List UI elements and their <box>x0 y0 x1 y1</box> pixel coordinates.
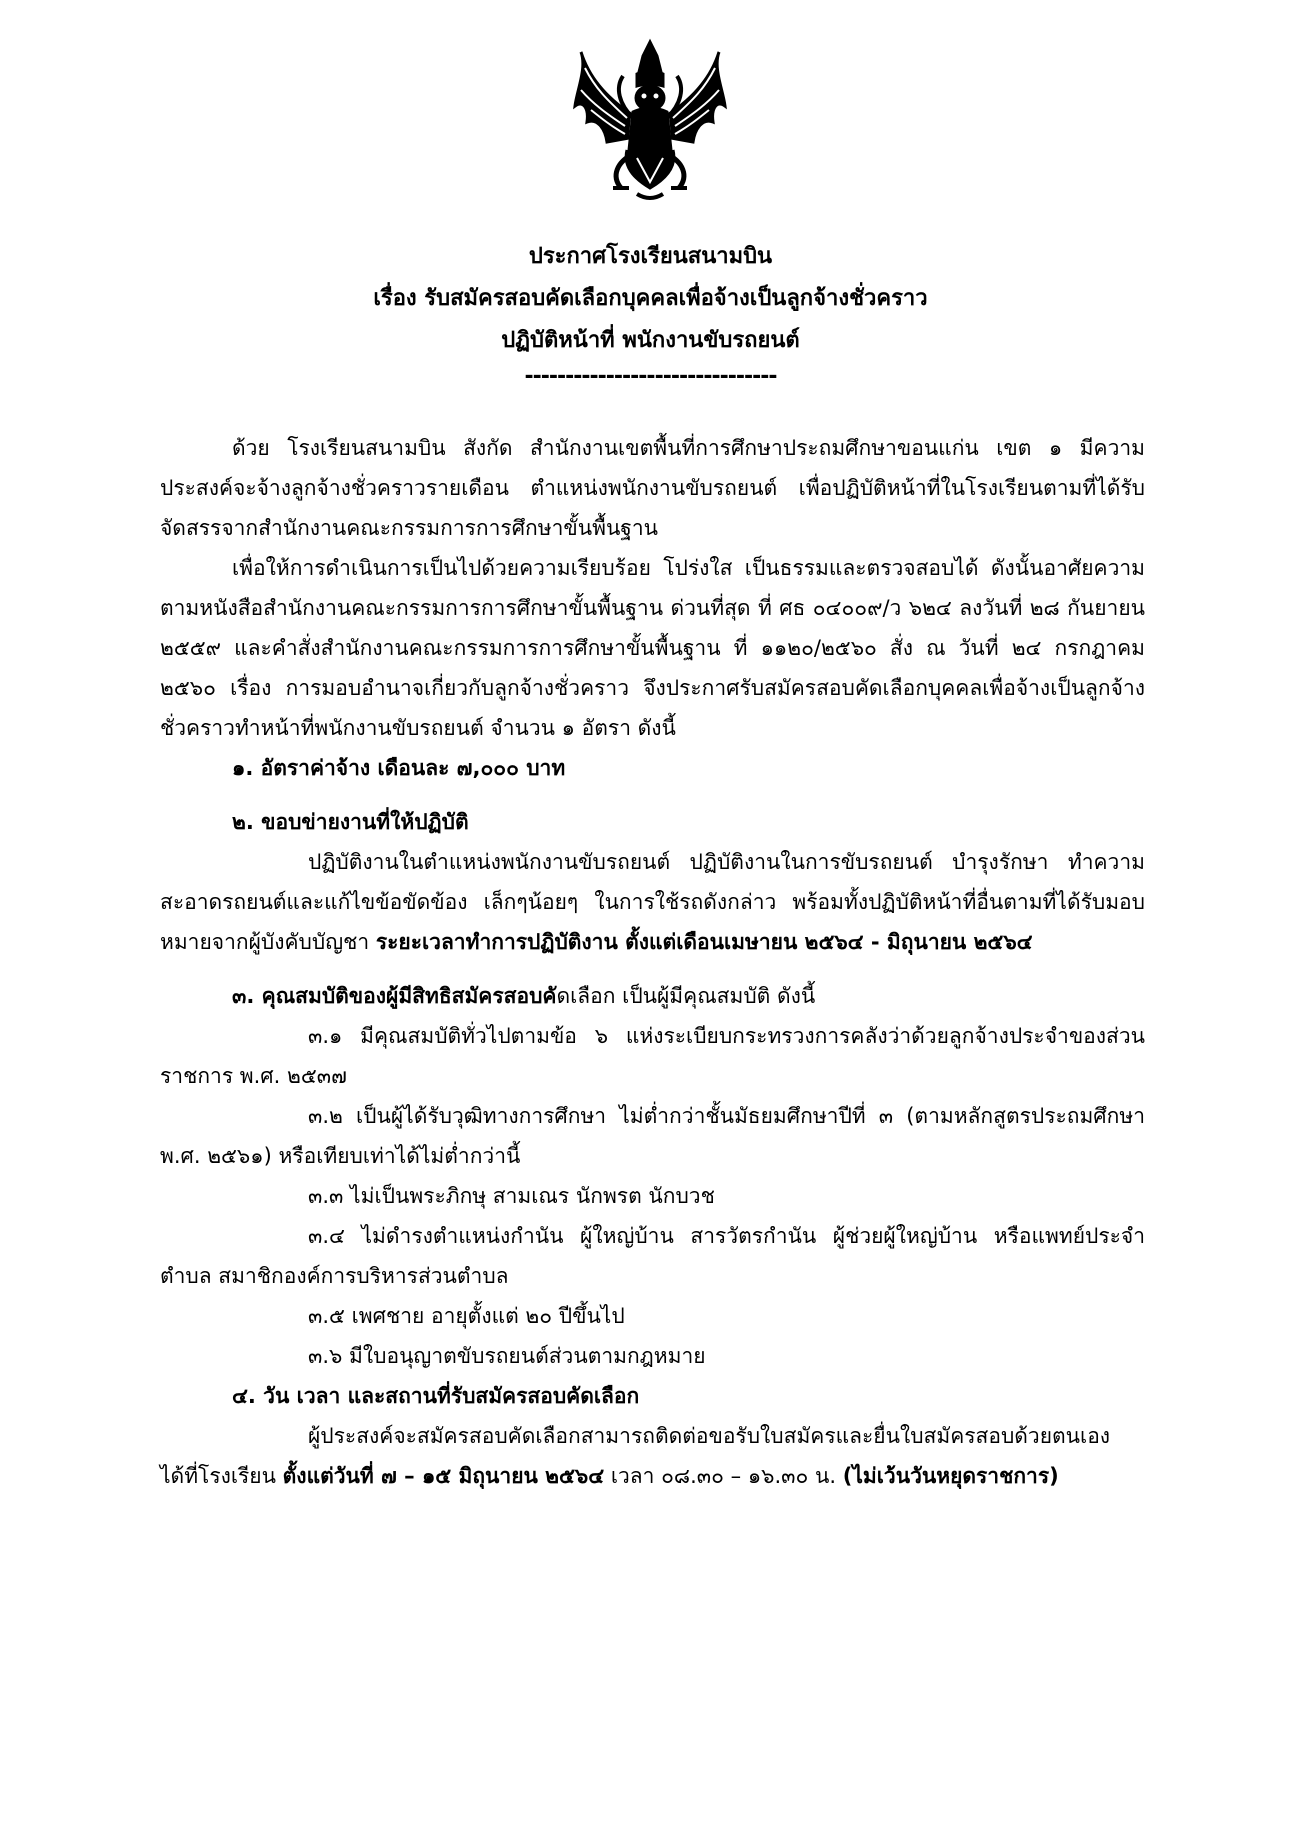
section-4-instructions: ผู้ประสงค์จะสมัครสอบคัดเลือกสามารถติดต่อขอรับใบสมัครและยื่นใบสมัครสอบด้วยตนเองได้ที่โรงเรียน <box>160 1424 1111 1488</box>
announcement-subject: เรื่อง รับสมัครสอบคัดเลือกบุคคลเพื่อจ้างเป็นลูกจ้างชั่วคราว <box>373 286 928 311</box>
section-2-period: ระยะเวลาทำการปฏิบัติงาน ตั้งแต่เดือนเมษายน ๒๕๖๔ - มิถุนายน ๒๕๖๔ <box>375 930 1033 954</box>
section-2-text <box>160 842 1145 962</box>
announcement-title: ประกาศโรงเรียนสนามบิน <box>528 244 773 269</box>
qualification-item: ๓.๕ เพศชาย อายุตั้งแต่ ๒๐ ปีขึ้นไป <box>308 1304 625 1328</box>
announcement-body <box>160 428 1145 1496</box>
section-4-note: (ไม่เว้นวันหยุดราชการ) <box>842 1464 1059 1488</box>
section-3-heading-bold: ๓. คุณสมบัติของผู้มีสิทธิสมัครสอบคั <box>232 984 557 1008</box>
title-rule-wrap <box>0 362 1301 392</box>
section-4-text <box>160 1416 1145 1496</box>
intro-paragraph-2: เพื่อให้การดำเนินการเป็นไปด้วยความเรียบร้อย โปร่งใส เป็นธรรมและตรวจสอบได้ ดังนั้นอาศัยความตามหนังสือสำนักงานคณะกรรมการการศึกษาขั้นพื้นฐาน ด่วนที่สุด ที่ ศธ ๐๔๐๐๙/ว ๖๒๔ ลงวันที่ ๒๘ กันยายน ๒๕๕๙ และคำสั่งสำนักงานคณะกรรมการการศึกษาขั้นพื้นฐาน ที่ ๑๑๒๐/๒๕๖๐ สั่ง ณ วันที่ ๒๔ กรกฎาคม ๒๕๖๐ เรื่อง การมอบอำนาจเกี่ยวกับลูกจ้างชั่วคราว จึงประกาศรับสมัครสอบคัดเลือกบุคคลเพื่อจ้างเป็นลูกจ้างชั่วคราวทำหน้าที่พนักงานขับรถยนต์ จำนวน ๑ อัตรา ดังนี้ <box>160 556 1145 740</box>
section-2-duties: ปฏิบัติงานในตำแหน่งพนักงานขับรถยนต์ ปฏิบัติงานในการขับรถยนต์ บำรุงรักษา ทำความสะอาดรถยนต์และแก้ไขข้อขัดข้อง เล็กๆน้อยๆ ในการใช้รถดังกล่าว พร้อมทั้งปฏิบัติหน้าที่อื่นตามที่ได้รับมอบหมายจากผู้บังคับบัญชา <box>160 850 1145 954</box>
title-divider: ------------------------------- <box>524 364 777 389</box>
section-2-heading: ๒. ขอบข่ายงานที่ให้ปฏิบัติ <box>232 810 469 834</box>
section-4-heading: ๔. วัน เวลา และสถานที่รับสมัครสอบคัดเลือก <box>232 1384 640 1408</box>
section-4-schedule: ตั้งแต่วันที่ ๗ – ๑๕ มิถุนายน ๒๕๖๔ <box>282 1464 605 1488</box>
qualification-item: ๓.๖ มีใบอนุญาตขับรถยนต์ส่วนตามกฎหมาย <box>308 1344 706 1368</box>
section-3-heading-rest: ดเลือก เป็นผู้มีคุณสมบัติ ดังนี้ <box>556 984 816 1008</box>
section-3-heading <box>160 976 1145 1016</box>
qualification-item: ๓.๑ มีคุณสมบัติทั่วไปตามข้อ ๖ แห่งระเบียบกระทรวงการคลังว่าด้วยลูกจ้างประจำของส่วนราชการ พ.ศ. ๒๕๓๗ <box>160 1024 1145 1088</box>
section-1-heading: ๑. อัตราค่าจ้าง เดือนละ ๗,๐๐๐ บาท <box>232 756 566 780</box>
qualification-item: ๓.๔ ไม่ดำรงตำแหน่งกำนัน ผู้ใหญ่บ้าน สารวัตรกำนัน ผู้ช่วยผู้ใหญ่บ้าน หรือแพทย์ประจำตำบล สมาชิกองค์การบริหารส่วนตำบล <box>160 1224 1145 1288</box>
section-4-time: เวลา ๐๘.๓๐ – ๑๖.๓๐ น. <box>610 1464 837 1488</box>
qualification-item: ๓.๓ ไม่เป็นพระภิกษุ สามเณร นักพรต นักบวช <box>308 1184 715 1208</box>
announcement-position: ปฏิบัติหน้าที่ พนักงานขับรถยนต์ <box>501 328 800 353</box>
garuda-emblem-icon <box>567 38 733 206</box>
qualification-item: ๓.๒ เป็นผู้ได้รับวุฒิทางการศึกษา ไม่ต่ำกว่าชั้นมัธยมศึกษาปีที่ ๓ (ตามหลักสูตรประถมศึกษา พ.ศ. ๒๕๖๑) หรือเทียบเท่าได้ไม่ต่ำกว่านี้ <box>160 1104 1145 1168</box>
intro-paragraph-1: ด้วย โรงเรียนสนามบิน สังกัด สำนักงานเขตพื้นที่การศึกษาประถมศึกษาขอนแก่น เขต ๑ มีความประสงค์จะจ้างลูกจ้างชั่วคราวรายเดือน ตำแหน่งพนักงานขับรถยนต์ เพื่อปฏิบัติหน้าที่ในโรงเรียนตามที่ได้รับจัดสรรจากสำนักงานคณะกรรมการการศึกษาขั้นพื้นฐาน <box>160 436 1145 540</box>
